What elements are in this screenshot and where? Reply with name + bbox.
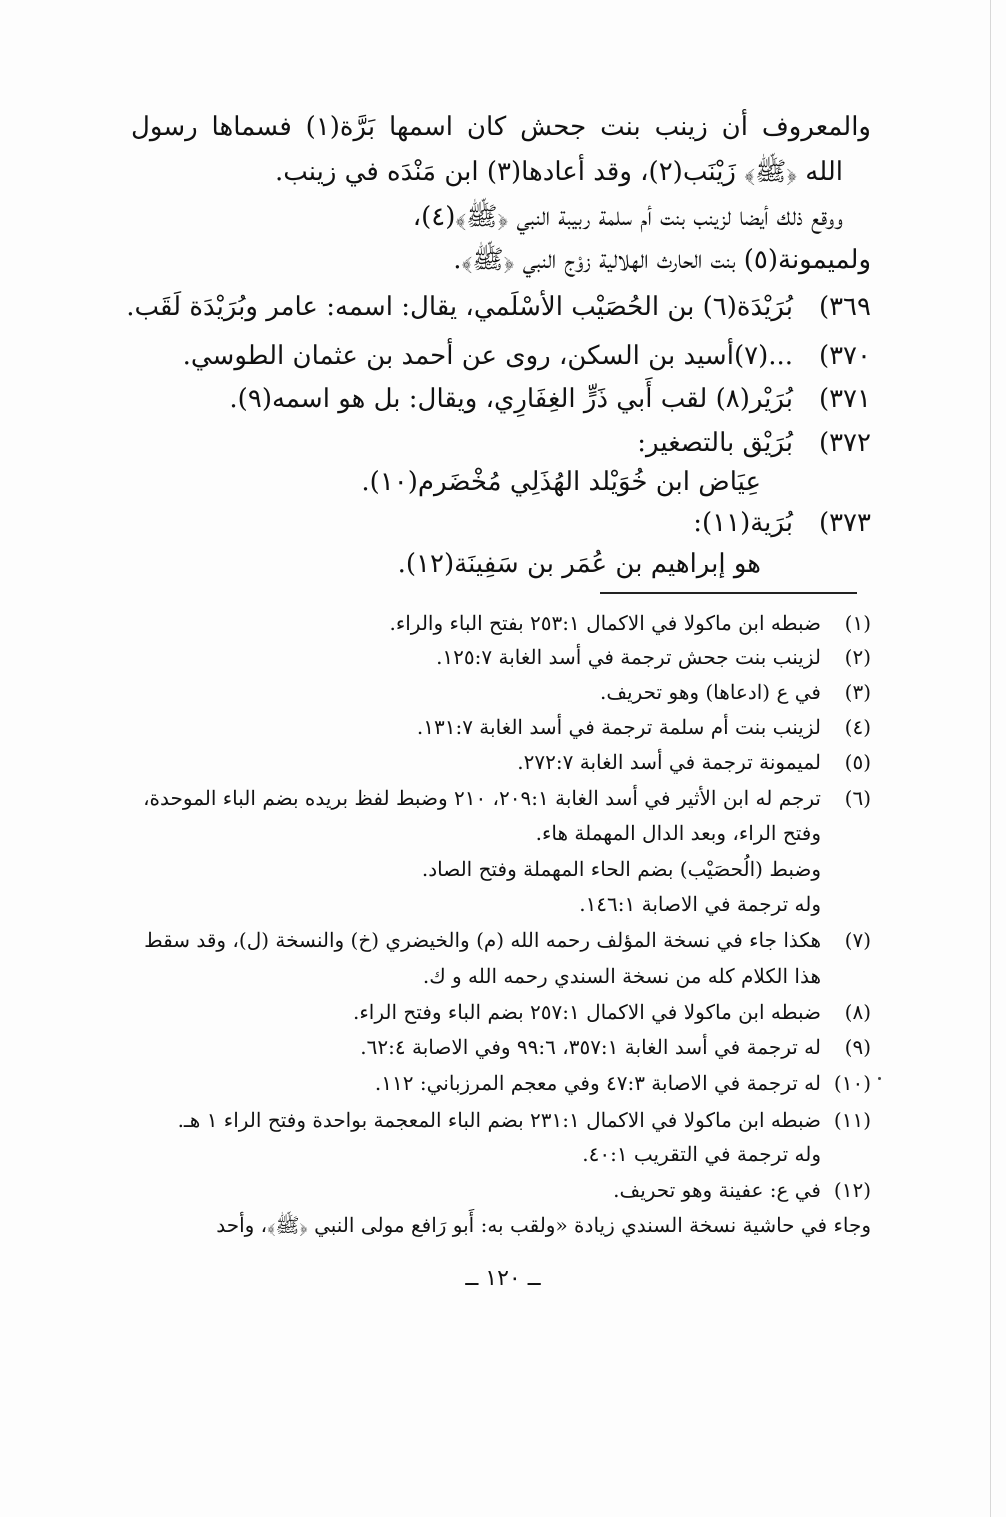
footnote-text: في ع (ادعاها) وهو تحريف. xyxy=(599,680,821,704)
footnote-7-cont: هذا الكلام كله من نسخة السندي رحمه الله و ك. xyxy=(422,964,821,988)
footnote-text: له ترجمة في الاصابة ٤٧:٣ وفي معجم المرزباني: ١١٢. xyxy=(374,1071,821,1095)
entry-373 xyxy=(131,503,871,543)
entry-number: ٣٧٣) xyxy=(818,508,871,538)
footnote-text: في ع: عفينة وهو تحريف. xyxy=(613,1178,821,1202)
footnote-11 xyxy=(131,1103,871,1137)
entry-372-sub: عِيَاض ابن خُوَيْلد الهُذَلِي مُخْضَرم(١٠). xyxy=(361,467,761,497)
entry-371 xyxy=(131,379,871,419)
footnote-number: (٧) xyxy=(844,928,871,952)
body-line: والمعروف أن زينب بنت جحش كان اسمها بَرَّة(١) فسماها رسول xyxy=(131,112,871,142)
footnote-text: هكذا جاء في نسخة المؤلف رحمه الله (م) والخيضري (خ) والنسخة (ل)، وقد سقط xyxy=(144,928,821,952)
footnote-12 xyxy=(131,1173,871,1207)
footnote-text: له ترجمة في أسد الغابة ٣٥٧:١، ٩٩:٦ وفي الاصابة ٦٢:٤. xyxy=(360,1035,821,1059)
footnote-number: (٢) xyxy=(844,645,871,669)
entry-number: ٣٧٢) xyxy=(818,428,871,458)
entry-text: بُرَية(١١): xyxy=(693,508,793,538)
footnote-number: (١١) xyxy=(833,1108,871,1132)
footnote-number: (٤) xyxy=(844,715,871,739)
footnote-10 xyxy=(131,1066,871,1100)
footnote-11-cont: وله ترجمة في التقريب ٤٠:١. xyxy=(582,1142,821,1166)
entry-text: بُرَيْر(٨) لقب أَبي ذَرٍّ الغِفَارِي، ويقال: بل هو اسمه(٩). xyxy=(229,384,793,414)
footnote-1 xyxy=(131,606,871,640)
entry-text: ...(٧)أسيد بن السكن، روى عن أحمد بن عثمان الطوسي. xyxy=(182,341,793,371)
footnote-9 xyxy=(131,1030,871,1064)
body-line: ووقع ذلك أيضا لزينب بنت أم سلمة ربيبة النبي ﴿ﷺ﴾(٤)، xyxy=(412,202,843,232)
footnote-4 xyxy=(131,710,871,744)
footnote-text: ضبطه ابن ماكولا في الاكمال ٢٥٧:١ بضم الباء وفتح الراء. xyxy=(353,1000,821,1024)
entry-370 xyxy=(131,336,871,376)
footnote-number: (٥) xyxy=(844,750,871,774)
entry-373-sub: هو إبراهيم بن عُمَر بن سَفِينَة(١٢). xyxy=(397,549,761,579)
footnote-text: ضبطه ابن ماكولا في الاكمال ٢٥٣:١ بفتح الباء والراء. xyxy=(389,611,821,635)
body-line: ولميمونة(٥) بنت الحارث الهلالية زوْج النبي ﴿ﷺ﴾. xyxy=(453,245,871,275)
page-number: ــ ١٢٠ ــ xyxy=(465,1266,541,1291)
footnote-text: ضبطه ابن ماكولا في الاكمال ٢٣١:١ بضم الباء المعجمة بواحدة وفتح الراء ١ هـ. xyxy=(177,1108,821,1132)
footnote-6-cont: وله ترجمة في الاصابة ١٤٦:١. xyxy=(579,892,821,916)
footnote-text: ترجم له ابن الأثير في أسد الغابة ٢٠٩:١، ٢١٠ وضبط لفظ بريده بضم الباء الموحدة، xyxy=(143,786,821,810)
footnote-5 xyxy=(131,745,871,779)
entry-372 xyxy=(131,423,871,463)
entry-number: ٣٦٩) xyxy=(818,292,871,322)
entry-number: ٣٧٠) xyxy=(818,341,871,371)
footnote-number: (١) xyxy=(844,611,871,635)
footnote-3 xyxy=(131,675,871,709)
footnote-separator xyxy=(600,592,857,594)
footnote-number: (٣) xyxy=(844,680,871,704)
footnote-text: لميمونة ترجمة في أسد الغابة ٢٧٢:٧. xyxy=(517,750,821,774)
footnote-2 xyxy=(131,640,871,674)
entry-number: ٣٧١) xyxy=(818,384,871,414)
speck xyxy=(878,1077,881,1080)
footnote-number: (٩) xyxy=(844,1035,871,1059)
footnote-12-cont: وجاء في حاشية نسخة السندي زيادة «ولقب به: أَبو رَافع مولى النبي ﴿ﷺ﴾، وأحد xyxy=(216,1213,871,1237)
entry-369 xyxy=(126,287,871,327)
entry-text: بُرَيْق بالتصغير: xyxy=(637,428,793,458)
entry-text: بُرَيْدَة(٦) بن الحُصَيْب الأسْلَمي، يقال: اسمه: عامر وبُرَيْدَة لَقَب. xyxy=(126,292,793,322)
footnote-6-cont: وضبط (الُحصَيْب) بضم الحاء المهملة وفتح الصاد. xyxy=(421,857,821,881)
footnote-text: لزينب بنت جحش ترجمة في أسد الغابة ١٢٥:٧. xyxy=(436,645,821,669)
footnote-8 xyxy=(131,995,871,1029)
footnote-7 xyxy=(131,923,871,957)
footnote-6-cont: وفتح الراء، وبعد الدال المهملة هاء. xyxy=(535,821,821,845)
footnote-6 xyxy=(131,781,871,815)
footnote-text: لزينب بنت أم سلمة ترجمة في أسد الغابة ١٣١:٧. xyxy=(416,715,821,739)
footnote-number: (١٢) xyxy=(833,1178,871,1202)
body-line: الله ﴿ﷺ﴾ زَيْنَب(٢)، وقد أعادها(٣) ابن مَنْدَه في زينب. xyxy=(274,157,843,187)
footnote-number: (٨) xyxy=(844,1000,871,1024)
footnote-number: (٦) xyxy=(844,786,871,810)
footnote-number: (١٠) xyxy=(833,1071,871,1095)
